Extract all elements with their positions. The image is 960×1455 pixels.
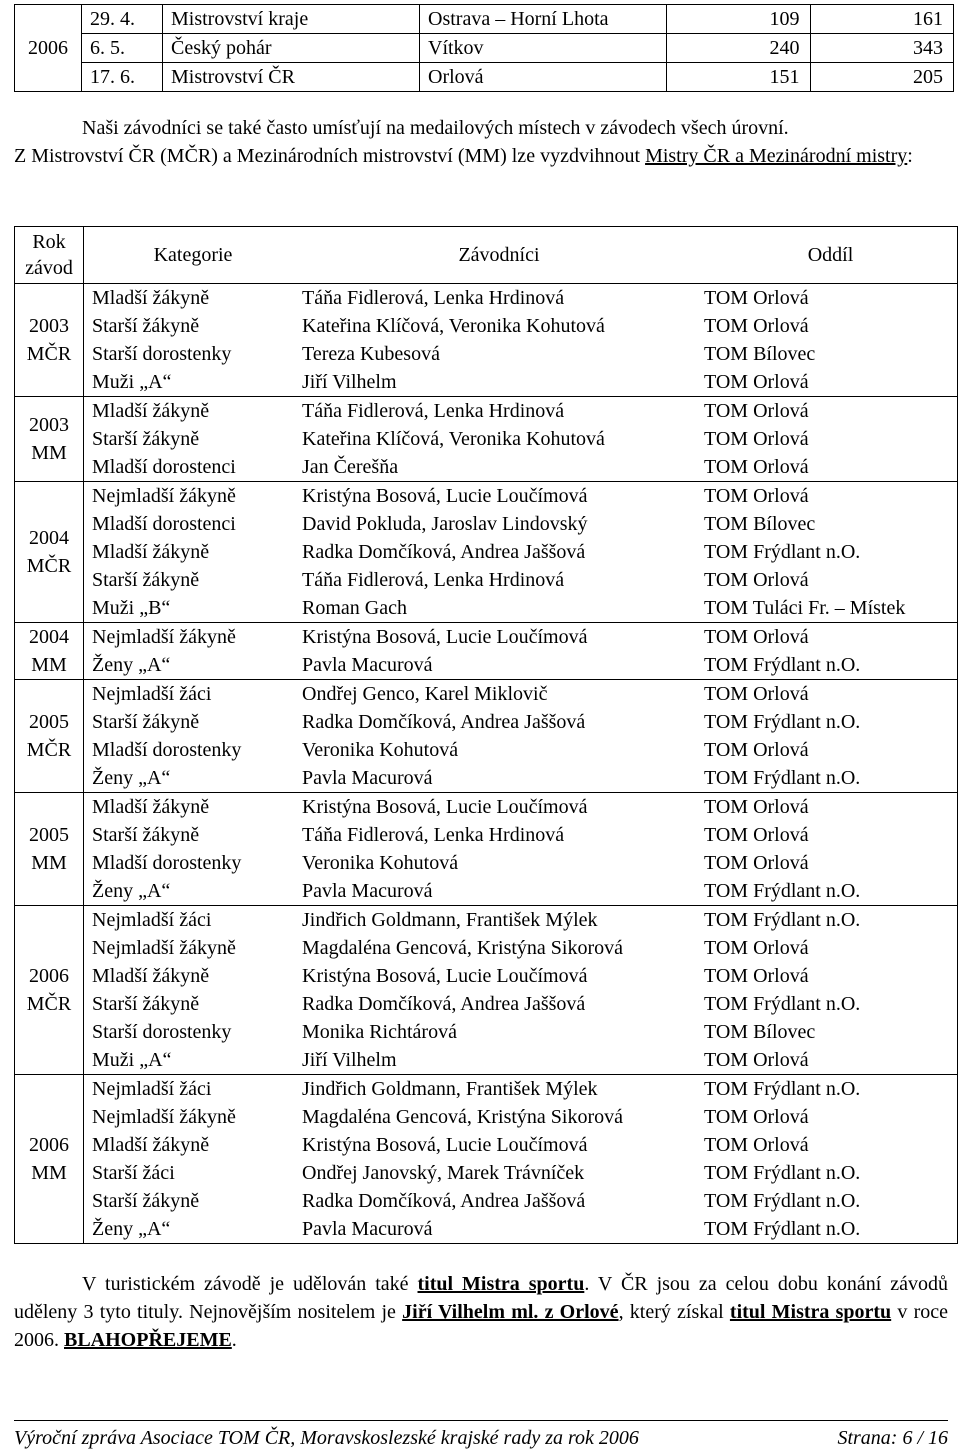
table-row — [15, 736, 958, 764]
competitors-cell: Tereza Kubesová — [302, 343, 440, 365]
table-row — [15, 425, 958, 453]
group-year-event: 2004 MČR — [15, 482, 84, 623]
table-row — [15, 877, 958, 906]
footer-title: Výroční zpráva Asociace TOM ČR, Moravskoslezské krajské rady za rok 2006 — [14, 1427, 639, 1449]
club-cell: TOM Orlová — [696, 623, 958, 652]
club-cell: TOM Frýdlant n.O. — [696, 1215, 958, 1244]
champions-table-header — [15, 227, 958, 284]
category-cell: Starší žákyně — [84, 566, 295, 594]
table-row — [15, 340, 958, 368]
competitors-cell: Pavla Macurová — [294, 651, 696, 680]
category-cell: Starší žákyně — [84, 821, 295, 849]
club-cell: TOM Frýdlant n.O. — [696, 906, 958, 935]
competitors-cell: Jiří Vilhelm — [294, 1046, 696, 1075]
closing-text-3: , který získal — [618, 1301, 730, 1323]
summary-place: Vítkov — [420, 34, 667, 63]
competitors-cell: Pavla Macurová — [294, 1215, 696, 1244]
club-cell: TOM Orlová — [696, 1046, 958, 1075]
table-row — [15, 510, 958, 538]
category-cell: Mladší dorostenci — [84, 510, 295, 538]
club-cell: TOM Orlová — [696, 566, 958, 594]
competitors-cell: Veronika Kohutová — [302, 739, 459, 761]
champions-heading-link: Mistry ČR a Mezinárodní mistry — [645, 145, 908, 167]
summary-event: Mistrovství ČR — [163, 63, 420, 92]
table-row — [15, 1215, 958, 1244]
header-rok: Rok závod — [15, 227, 84, 284]
table-row — [15, 1075, 958, 1104]
club-cell: TOM Orlová — [696, 368, 958, 397]
competitors-cell: Kristýna Bosová, Lucie Loučímová — [294, 793, 696, 822]
club-cell: TOM Orlová — [696, 425, 958, 453]
competitors-cell: Táňa Fidlerová, Lenka Hrdinová — [294, 397, 696, 426]
competitors-cell: Pavla Macurová — [294, 764, 696, 793]
competitors-cell: Magdaléna Gencová, Kristýna Sikorová — [302, 937, 624, 959]
club-cell: TOM Frýdlant n.O. — [696, 708, 958, 736]
club-cell: TOM Orlová — [696, 793, 958, 822]
competitors-cell: Kateřina Klíčová, Veronika Kohutová — [302, 428, 605, 450]
closing-paragraph — [14, 1270, 948, 1354]
club-cell: TOM Bílovec — [696, 340, 958, 368]
champions-table — [14, 226, 958, 1244]
category-cell: Starší žákyně — [84, 312, 295, 340]
club-cell: TOM Bílovec — [696, 1018, 958, 1046]
table-row — [15, 453, 958, 482]
intro-suffix: : — [907, 145, 913, 167]
summary-count-1: 151 — [667, 63, 811, 92]
club-cell: TOM Orlová — [696, 821, 958, 849]
summary-count-2: 343 — [810, 34, 954, 63]
category-cell: Nejmladší žáci — [84, 680, 295, 709]
table-row — [15, 312, 958, 340]
table-row — [15, 1103, 958, 1131]
table-row — [15, 962, 958, 990]
table-row — [15, 482, 958, 511]
header-category: Kategorie — [84, 227, 295, 284]
category-cell: Starší žákyně — [84, 990, 295, 1018]
table-row — [15, 934, 958, 962]
summary-event: Český pohár — [163, 34, 420, 63]
club-cell: TOM Orlová — [696, 934, 958, 962]
closing-emph-3: titul Mistra sportu — [729, 1301, 892, 1323]
competitors-cell: Radka Domčíková, Andrea Jaššová — [302, 1190, 586, 1212]
footer-page-number: Strana: 6 / 16 — [837, 1427, 948, 1449]
club-cell: TOM Orlová — [696, 482, 958, 511]
group-year-event: 2006 MM — [15, 1075, 84, 1244]
table-row — [15, 764, 958, 793]
category-cell: Mladší dorostenky — [84, 736, 295, 764]
summary-row — [15, 63, 954, 92]
category-cell: Starší žákyně — [84, 1187, 295, 1215]
table-row — [15, 849, 958, 877]
intro-line-1: Naši závodníci se také často umísťují na medailových místech v závodech všech úrovní. — [82, 117, 789, 139]
closing-emph-4: BLAHOPŘEJEME — [64, 1329, 232, 1351]
summary-row — [15, 5, 954, 34]
category-cell: Muži „B“ — [84, 594, 295, 623]
table-row — [15, 651, 958, 680]
summary-date: 17. 6. — [82, 63, 163, 92]
table-row — [15, 680, 958, 709]
competitors-cell: Táňa Fidlerová, Lenka Hrdinová — [302, 824, 565, 846]
category-cell: Nejmladší žákyně — [84, 934, 295, 962]
header-club: Oddíl — [696, 227, 958, 284]
page-footer — [14, 1420, 948, 1450]
summary-count-2: 161 — [810, 5, 954, 34]
competitors-cell: Monika Richtárová — [302, 1021, 457, 1043]
club-cell: TOM Orlová — [696, 397, 958, 426]
category-cell: Nejmladší žáci — [84, 1075, 295, 1104]
group-year-event: 2003 MM — [15, 397, 84, 482]
results-summary-table — [14, 4, 954, 92]
competitors-cell: Jindřich Goldmann, František Mýlek — [294, 1075, 696, 1104]
competitors-cell: Táňa Fidlerová, Lenka Hrdinová — [294, 284, 696, 313]
category-cell: Mladší dorostenci — [84, 453, 295, 482]
category-cell: Starší žákyně — [84, 425, 295, 453]
competitors-cell: Ondřej Genco, Karel Miklovič — [294, 680, 696, 709]
summary-place: Orlová — [420, 63, 667, 92]
summary-row — [15, 34, 954, 63]
intro-paragraph — [14, 114, 948, 170]
competitors-cell: Kristýna Bosová, Lucie Loučímová — [294, 623, 696, 652]
competitors-cell: Radka Domčíková, Andrea Jaššová — [302, 711, 586, 733]
competitors-cell: Jan Čerešňa — [294, 453, 696, 482]
club-cell: TOM Frýdlant n.O. — [696, 990, 958, 1018]
table-row — [15, 793, 958, 822]
summary-year: 2006 — [15, 5, 82, 92]
table-row — [15, 990, 958, 1018]
club-cell: TOM Frýdlant n.O. — [696, 1187, 958, 1215]
category-cell: Nejmladší žáci — [84, 906, 295, 935]
competitors-cell: Kristýna Bosová, Lucie Loučímová — [302, 965, 588, 987]
club-cell: TOM Tuláci Fr. – Místek — [696, 594, 958, 623]
category-cell: Ženy „A“ — [84, 1215, 295, 1244]
summary-date: 6. 5. — [82, 34, 163, 63]
group-year-event: 2003 MČR — [15, 284, 84, 397]
club-cell: TOM Frýdlant n.O. — [696, 651, 958, 680]
category-cell: Nejmladší žákyně — [84, 482, 295, 511]
club-cell: TOM Orlová — [696, 962, 958, 990]
table-row — [15, 538, 958, 566]
competitors-cell: Kristýna Bosová, Lucie Loučímová — [302, 1134, 588, 1156]
closing-text-2: . V ČR jsou za celou dobu konání závodů uděleny 3 tyto tituly. Nejnovějším nositelem je — [14, 1273, 948, 1323]
table-row — [15, 284, 958, 313]
group-year-event: 2004 MM — [15, 623, 84, 680]
summary-count-1: 109 — [667, 5, 811, 34]
club-cell: TOM Frýdlant n.O. — [696, 1075, 958, 1104]
club-cell: TOM Bílovec — [696, 510, 958, 538]
group-year-event: 2006 MČR — [15, 906, 84, 1075]
table-row — [15, 906, 958, 935]
summary-count-2: 205 — [810, 63, 954, 92]
table-row — [15, 1046, 958, 1075]
competitors-cell: Radka Domčíková, Andrea Jaššová — [302, 993, 586, 1015]
club-cell: TOM Orlová — [696, 1103, 958, 1131]
category-cell: Starší dorostenky — [84, 1018, 295, 1046]
table-row — [15, 708, 958, 736]
club-cell: TOM Frýdlant n.O. — [696, 764, 958, 793]
table-row — [15, 1131, 958, 1159]
table-row — [15, 594, 958, 623]
category-cell: Nejmladší žákyně — [84, 1103, 295, 1131]
competitors-cell: David Pokluda, Jaroslav Lindovský — [302, 513, 588, 535]
category-cell: Ženy „A“ — [84, 651, 295, 680]
table-row — [15, 368, 958, 397]
club-cell: TOM Orlová — [696, 1131, 958, 1159]
club-cell: TOM Frýdlant n.O. — [696, 538, 958, 566]
competitors-cell: Radka Domčíková, Andrea Jaššová — [302, 541, 586, 563]
category-cell: Ženy „A“ — [84, 764, 295, 793]
summary-event: Mistrovství kraje — [163, 5, 420, 34]
table-row — [15, 821, 958, 849]
closing-text-4: v roce 2006. — [14, 1301, 948, 1351]
category-cell: Nejmladší žákyně — [84, 623, 295, 652]
group-year-event: 2005 MČR — [15, 680, 84, 793]
category-cell: Mladší žákyně — [84, 397, 295, 426]
closing-emph-1: titul Mistra sportu — [417, 1273, 585, 1295]
category-cell: Mladší žákyně — [84, 1131, 295, 1159]
club-cell: TOM Orlová — [696, 312, 958, 340]
closing-text-5: . — [231, 1329, 237, 1351]
category-cell: Mladší žákyně — [84, 962, 295, 990]
club-cell: TOM Frýdlant n.O. — [696, 877, 958, 906]
club-cell: TOM Frýdlant n.O. — [696, 1159, 958, 1187]
intro-line-2: Z Mistrovství ČR (MČR) a Mezinárodních mistrovství (MM) lze vyzdvihnout — [14, 145, 646, 167]
table-row — [15, 1187, 958, 1215]
category-cell: Ženy „A“ — [84, 877, 295, 906]
competitors-cell: Roman Gach — [294, 594, 696, 623]
category-cell: Mladší žákyně — [84, 793, 295, 822]
competitors-cell: Kristýna Bosová, Lucie Loučímová — [294, 482, 696, 511]
category-cell: Muži „A“ — [84, 1046, 295, 1075]
table-row — [15, 1159, 958, 1187]
club-cell: TOM Orlová — [696, 680, 958, 709]
table-row — [15, 566, 958, 594]
competitors-cell: Ondřej Janovský, Marek Trávníček — [302, 1162, 585, 1184]
group-year-event: 2005 MM — [15, 793, 84, 906]
category-cell: Starší dorostenky — [84, 340, 295, 368]
competitors-cell: Táňa Fidlerová, Lenka Hrdinová — [302, 569, 565, 591]
category-cell: Starší žáci — [84, 1159, 295, 1187]
summary-count-1: 240 — [667, 34, 811, 63]
category-cell: Starší žákyně — [84, 708, 295, 736]
competitors-cell: Magdaléna Gencová, Kristýna Sikorová — [302, 1106, 624, 1128]
competitors-cell: Kateřina Klíčová, Veronika Kohutová — [302, 315, 605, 337]
competitors-cell: Pavla Macurová — [294, 877, 696, 906]
summary-date: 29. 4. — [82, 5, 163, 34]
club-cell: TOM Orlová — [696, 453, 958, 482]
competitors-cell: Jindřich Goldmann, František Mýlek — [294, 906, 696, 935]
category-cell: Mladší žákyně — [84, 538, 295, 566]
summary-place: Ostrava – Horní Lhota — [420, 5, 667, 34]
table-row — [15, 397, 958, 426]
club-cell: TOM Orlová — [696, 849, 958, 877]
table-row — [15, 623, 958, 652]
category-cell: Mladší dorostenky — [84, 849, 295, 877]
category-cell: Mladší žákyně — [84, 284, 295, 313]
closing-text-1: V turistickém závodě je udělován také — [82, 1273, 418, 1295]
competitors-cell: Veronika Kohutová — [302, 852, 459, 874]
club-cell: TOM Orlová — [696, 284, 958, 313]
header-competitors: Závodníci — [294, 227, 696, 284]
closing-emph-2: Jiří Vilhelm ml. z Orlové — [402, 1301, 619, 1323]
competitors-cell: Jiří Vilhelm — [294, 368, 696, 397]
club-cell: TOM Orlová — [696, 736, 958, 764]
table-row — [15, 1018, 958, 1046]
category-cell: Muži „A“ — [84, 368, 295, 397]
